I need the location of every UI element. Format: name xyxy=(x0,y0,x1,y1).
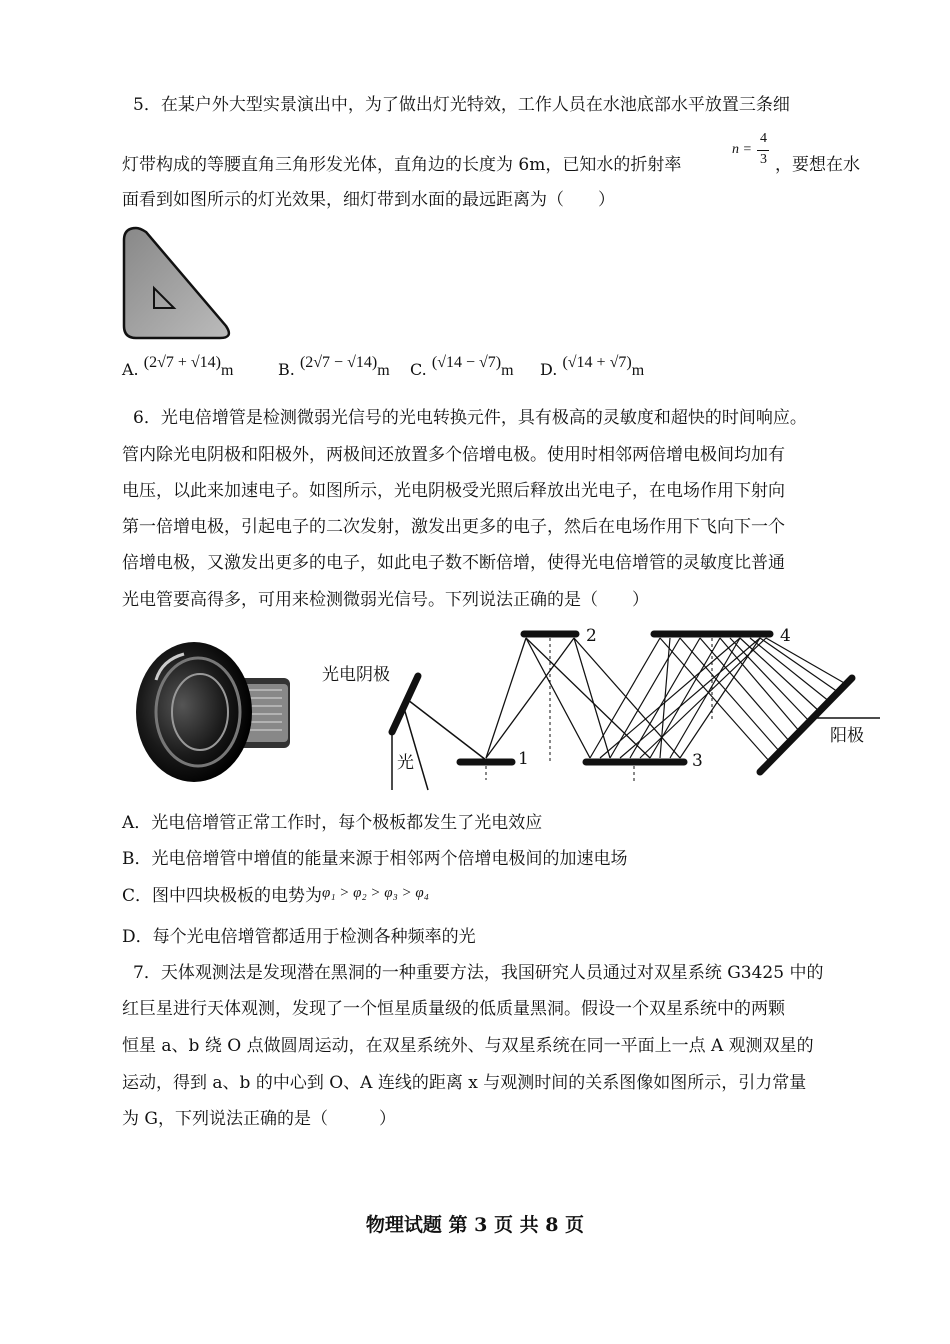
dynode-2-label: 2 xyxy=(586,626,597,646)
q6-line4: 第一倍增电极，引起电子的二次发射，激发出更多的电子，然后在电场作用下飞向下一个 xyxy=(122,517,785,537)
q6-option-d: D．每个光电倍增管都适用于检测各种频率的光 xyxy=(122,927,476,947)
q6-option-b: B．光电倍增管中增值的能量来源于相邻两个倍增电极间的加速电场 xyxy=(122,849,628,869)
q5-option-b: B. (2√7 − √14)m xyxy=(278,354,390,379)
q6-line3: 电压，以此来加速电子。如图所示，光电阴极受光照后释放出光电子，在电场作用下射向 xyxy=(122,481,785,501)
page-footer: 物理试题 第 3 页 共 8 页 xyxy=(365,1214,585,1236)
triangle-light-figure xyxy=(118,222,240,344)
q5-n-numerator: 4 xyxy=(760,131,767,146)
q6-option-a: A．光电倍增管正常工作时，每个极板都发生了光电效应 xyxy=(122,813,543,833)
q5-option-a: A. (2√7 + √14)m xyxy=(122,354,234,379)
q7-line1: 7．天体观测法是发现潜在黑洞的一种重要方法，我国研究人员通过对双星系统 G3425 中的 xyxy=(133,963,824,983)
q5-line1: 5．在某户外大型实景演出中，为了做出灯光特效，工作人员在水池底部水平放置三条细 xyxy=(133,95,790,115)
q6-option-c: C．图中四块极板的电势为φ₁ > φ₂ > φ₃ > φ₄ xyxy=(122,885,429,906)
q5-n-denominator: 3 xyxy=(760,152,767,167)
q6-line1: 6．光电倍增管是检测微弱光信号的光电转换元件，具有极高的灵敏度和超快的时间响应。 xyxy=(133,408,807,428)
q5-n-label: n = xyxy=(732,142,752,157)
q5-line2a: 灯带构成的等腰直角三角形发光体，直角边的长度为 6m，已知水的折射率 xyxy=(122,155,682,175)
q5-line2b: ，要想在水 xyxy=(775,155,860,175)
q7-line4: 运动，得到 a、b 的中心到 O、A 连线的距离 x 与观测时间的关系图像如图所示，引力常量 xyxy=(122,1073,807,1093)
photomultiplier-photo xyxy=(132,640,302,785)
q5-line3: 面看到如图所示的灯光效果，细灯带到水面的最远距离为（ ） xyxy=(122,190,615,210)
q7-line5: 为 G，下列说法正确的是（ ） xyxy=(122,1109,396,1129)
dynode-4-label: 4 xyxy=(780,626,791,646)
light-label: 光 xyxy=(397,753,414,773)
q7-line3: 恒星 a、b 绕 O 点做圆周运动，在双星系统外、与双星系统在同一平面上一点 A 观测双星的 xyxy=(122,1036,814,1056)
q5-option-c: C. (√14 − √7)m xyxy=(410,354,514,379)
q6-line5: 倍增电极，又激发出更多的电子，如此电子数不断倍增，使得光电倍增管的灵敏度比普通 xyxy=(122,553,785,573)
q6-line2: 管内除光电阴极和阳极外，两极间还放置多个倍增电极。使用时相邻两倍增电极间均加有 xyxy=(122,445,785,465)
q5-option-d: D. (√14 + √7)m xyxy=(540,354,645,379)
cathode-label: 光电阴极 xyxy=(322,665,390,685)
dynode-1-label: 1 xyxy=(518,749,529,769)
q5-fraction-bar xyxy=(757,150,769,151)
anode-label: 阳极 xyxy=(830,726,864,746)
dynode-3-label: 3 xyxy=(692,751,703,771)
q6-line6: 光电管要高得多，可用来检测微弱光信号。下列说法正确的是（ ） xyxy=(122,590,649,610)
q7-line2: 红巨星进行天体观测，发现了一个恒星质量级的低质量黑洞。假设一个双星系统中的两颗 xyxy=(122,999,785,1019)
